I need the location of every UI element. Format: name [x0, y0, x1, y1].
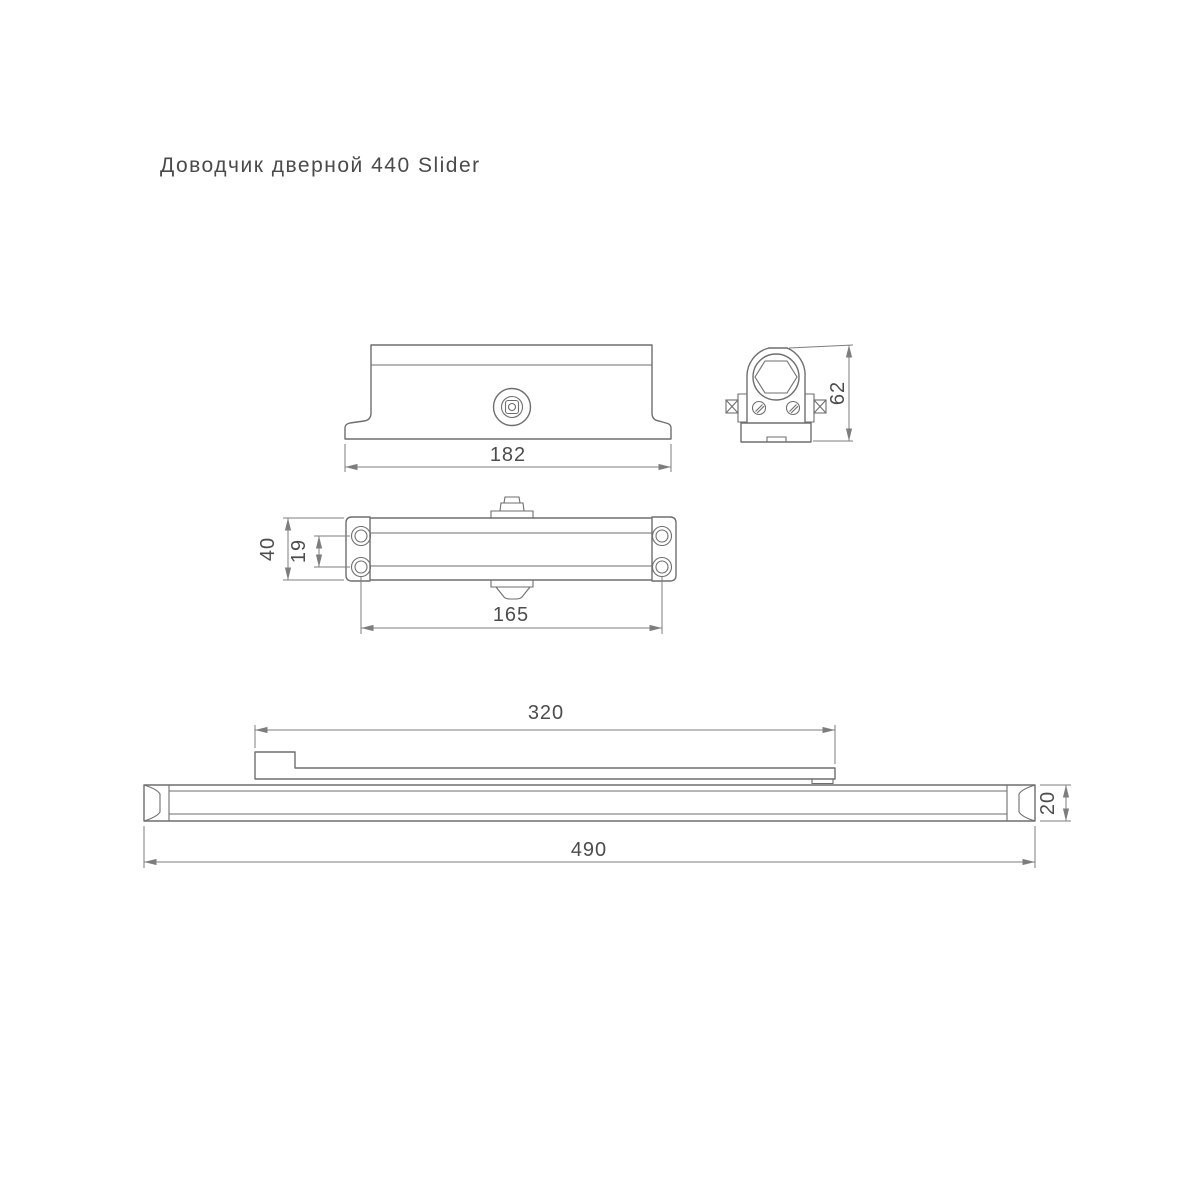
mount-screw-top-left-inner	[355, 530, 367, 542]
drawing-title: Доводчик дверной 440 Slider	[160, 154, 481, 177]
top-view	[345, 345, 671, 439]
dim-label-320: 320	[527, 702, 565, 724]
dimension-320	[255, 702, 835, 764]
pinion-shaft-bottom-plate	[491, 580, 533, 587]
side-view-base	[741, 423, 811, 442]
mount-screw-top-right-inner	[656, 530, 668, 542]
valve-cross-left-x	[726, 400, 738, 413]
dimension-62	[789, 345, 853, 441]
dim-label-490: 490	[570, 839, 608, 861]
mount-screw-bottom-right-inner	[656, 561, 668, 573]
dim-label-40: 40	[257, 536, 279, 562]
dimension-165	[361, 577, 662, 634]
valve-cross-right-x	[814, 400, 826, 413]
dim-label-19: 19	[288, 538, 310, 564]
extension-line	[789, 345, 853, 348]
rail-view	[144, 752, 1035, 821]
rail-end-chamfer-left	[144, 785, 160, 821]
pinion-shaft-top-mid	[500, 503, 524, 511]
pinion-shaft-top-cap	[504, 497, 520, 503]
mount-screw-top-right	[653, 527, 672, 546]
slide-arm-outline	[255, 752, 835, 779]
pinion-boss-outer-circle	[494, 389, 531, 426]
rail-end-chamfer-right	[1019, 785, 1035, 821]
dimension-20	[1037, 785, 1071, 821]
base-bottom-tab	[767, 437, 786, 442]
mount-screw-bottom-right	[653, 558, 672, 577]
dimension-19	[288, 536, 350, 567]
mount-screw-top-left	[352, 527, 371, 546]
pinion-shaft-bottom-cone	[496, 587, 530, 599]
front-view	[346, 497, 676, 599]
dim-label-62: 62	[827, 380, 849, 406]
mount-screw-bottom-left-inner	[355, 561, 367, 573]
valve-block-right	[805, 394, 814, 422]
mount-screw-bottom-left	[352, 558, 371, 577]
pinion-shaft-top-plate	[491, 511, 533, 518]
valve-screw-right-slot	[790, 405, 799, 414]
side-view	[726, 348, 826, 442]
pinion-boss-inner-circle	[502, 397, 523, 418]
dim-label-165: 165	[492, 604, 530, 626]
dimension-490	[144, 826, 1035, 868]
pinion-nut	[506, 401, 519, 414]
pinion-hex-socket	[755, 361, 797, 393]
front-body-outline	[370, 518, 652, 580]
dim-label-182: 182	[489, 444, 527, 466]
pinion-nut-center	[509, 404, 516, 411]
valve-screw-left-slot	[756, 405, 765, 414]
dimension-182	[345, 444, 671, 472]
dim-label-20: 20	[1037, 790, 1059, 816]
valve-block-left	[738, 394, 747, 422]
rail-outline	[144, 785, 1035, 821]
